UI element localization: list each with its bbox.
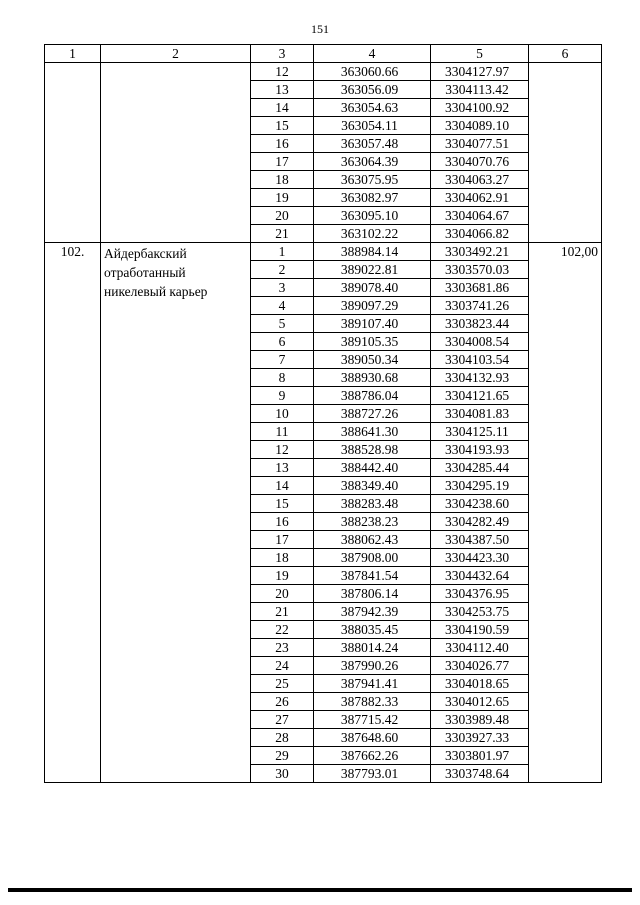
header-col-3: 3 (251, 45, 314, 63)
point-number: 2 (251, 261, 314, 279)
y-coordinate: 3304282.49 (431, 513, 529, 531)
point-number: 15 (251, 117, 314, 135)
y-coordinate: 3304112.40 (431, 639, 529, 657)
header-col-5: 5 (431, 45, 529, 63)
x-coordinate: 387841.54 (314, 567, 431, 585)
y-coordinate: 3304132.93 (431, 369, 529, 387)
y-coordinate: 3304125.11 (431, 423, 529, 441)
y-coordinate: 3303801.97 (431, 747, 529, 765)
y-coordinate: 3304432.64 (431, 567, 529, 585)
y-coordinate: 3304193.93 (431, 441, 529, 459)
x-coordinate: 363054.11 (314, 117, 431, 135)
point-number: 14 (251, 477, 314, 495)
area-cell (529, 63, 602, 243)
entry-area: 102,00 (529, 243, 602, 783)
point-number: 17 (251, 153, 314, 171)
point-number: 12 (251, 441, 314, 459)
y-coordinate: 3304238.60 (431, 495, 529, 513)
point-number: 20 (251, 207, 314, 225)
x-coordinate: 387941.41 (314, 675, 431, 693)
header-row (45, 45, 602, 63)
table-row (45, 243, 602, 261)
x-coordinate: 388528.98 (314, 441, 431, 459)
point-number: 13 (251, 459, 314, 477)
x-coordinate: 389022.81 (314, 261, 431, 279)
x-coordinate: 387793.01 (314, 765, 431, 783)
x-coordinate: 388727.26 (314, 405, 431, 423)
x-coordinate: 363064.39 (314, 153, 431, 171)
y-coordinate: 3304062.91 (431, 189, 529, 207)
y-coordinate: 3304387.50 (431, 531, 529, 549)
x-coordinate: 363095.10 (314, 207, 431, 225)
point-number: 18 (251, 549, 314, 567)
y-coordinate: 3303927.33 (431, 729, 529, 747)
point-number: 26 (251, 693, 314, 711)
x-coordinate: 387715.42 (314, 711, 431, 729)
y-coordinate: 3303492.21 (431, 243, 529, 261)
x-coordinate: 388283.48 (314, 495, 431, 513)
y-coordinate: 3304285.44 (431, 459, 529, 477)
point-number: 18 (251, 171, 314, 189)
x-coordinate: 387882.33 (314, 693, 431, 711)
y-coordinate: 3304081.83 (431, 405, 529, 423)
point-number: 24 (251, 657, 314, 675)
point-number: 6 (251, 333, 314, 351)
point-number: 14 (251, 99, 314, 117)
y-coordinate: 3304113.42 (431, 81, 529, 99)
point-number: 23 (251, 639, 314, 657)
entry-number: 102. (45, 243, 101, 783)
point-number: 3 (251, 279, 314, 297)
x-coordinate: 388014.24 (314, 639, 431, 657)
point-number: 9 (251, 387, 314, 405)
point-number: 20 (251, 585, 314, 603)
header-col-6: 6 (529, 45, 602, 63)
y-coordinate: 3304100.92 (431, 99, 529, 117)
point-number: 4 (251, 297, 314, 315)
y-coordinate: 3304012.65 (431, 693, 529, 711)
x-coordinate: 389097.29 (314, 297, 431, 315)
y-coordinate: 3304121.65 (431, 387, 529, 405)
point-number: 17 (251, 531, 314, 549)
y-coordinate: 3304008.54 (431, 333, 529, 351)
coordinates-table (44, 44, 602, 783)
point-number: 21 (251, 603, 314, 621)
point-number: 19 (251, 567, 314, 585)
x-coordinate: 363056.09 (314, 81, 431, 99)
point-number: 16 (251, 135, 314, 153)
y-coordinate: 3304018.65 (431, 675, 529, 693)
x-coordinate: 363054.63 (314, 99, 431, 117)
header-col-2: 2 (101, 45, 251, 63)
page-number: 151 (311, 22, 329, 36)
point-number: 5 (251, 315, 314, 333)
x-coordinate: 363060.66 (314, 63, 431, 81)
point-number: 16 (251, 513, 314, 531)
x-coordinate: 388786.04 (314, 387, 431, 405)
point-number: 8 (251, 369, 314, 387)
x-coordinate: 388984.14 (314, 243, 431, 261)
x-coordinate: 387648.60 (314, 729, 431, 747)
x-coordinate: 363082.97 (314, 189, 431, 207)
y-coordinate: 3304376.95 (431, 585, 529, 603)
y-coordinate: 3304253.75 (431, 603, 529, 621)
y-coordinate: 3304070.76 (431, 153, 529, 171)
y-coordinate: 3303681.86 (431, 279, 529, 297)
x-coordinate: 389078.40 (314, 279, 431, 297)
x-coordinate: 363075.95 (314, 171, 431, 189)
x-coordinate: 388238.23 (314, 513, 431, 531)
x-coordinate: 389105.35 (314, 333, 431, 351)
y-coordinate: 3304066.82 (431, 225, 529, 243)
x-coordinate: 388035.45 (314, 621, 431, 639)
point-number: 1 (251, 243, 314, 261)
x-coordinate: 388641.30 (314, 423, 431, 441)
continuation-rows (45, 63, 602, 243)
footer-rule (8, 888, 632, 892)
point-number: 21 (251, 225, 314, 243)
point-number: 13 (251, 81, 314, 99)
y-coordinate: 3304295.19 (431, 477, 529, 495)
x-coordinate: 387806.14 (314, 585, 431, 603)
y-coordinate: 3304077.51 (431, 135, 529, 153)
x-coordinate: 387908.00 (314, 549, 431, 567)
y-coordinate: 3304063.27 (431, 171, 529, 189)
y-coordinate: 3303570.03 (431, 261, 529, 279)
x-coordinate: 388062.43 (314, 531, 431, 549)
y-coordinate: 3304423.30 (431, 549, 529, 567)
x-coordinate: 387990.26 (314, 657, 431, 675)
y-coordinate: 3304089.10 (431, 117, 529, 135)
point-number: 22 (251, 621, 314, 639)
x-coordinate: 388349.40 (314, 477, 431, 495)
point-number: 30 (251, 765, 314, 783)
table-row (45, 63, 602, 81)
point-number: 12 (251, 63, 314, 81)
entry-number-cell (45, 63, 101, 243)
x-coordinate: 388442.40 (314, 459, 431, 477)
y-coordinate: 3304103.54 (431, 351, 529, 369)
y-coordinate: 3304026.77 (431, 657, 529, 675)
point-number: 11 (251, 423, 314, 441)
point-number: 27 (251, 711, 314, 729)
x-coordinate: 363102.22 (314, 225, 431, 243)
x-coordinate: 387662.26 (314, 747, 431, 765)
x-coordinate: 389107.40 (314, 315, 431, 333)
y-coordinate: 3303989.48 (431, 711, 529, 729)
x-coordinate: 389050.34 (314, 351, 431, 369)
point-number: 25 (251, 675, 314, 693)
point-number: 10 (251, 405, 314, 423)
y-coordinate: 3303741.26 (431, 297, 529, 315)
y-coordinate: 3304127.97 (431, 63, 529, 81)
point-number: 19 (251, 189, 314, 207)
point-number: 29 (251, 747, 314, 765)
header-col-1: 1 (45, 45, 101, 63)
y-coordinate: 3303748.64 (431, 765, 529, 783)
x-coordinate: 363057.48 (314, 135, 431, 153)
entry-name-cell (101, 63, 251, 243)
entry-name: Айдербакский отработанный никелевый карьер (101, 243, 251, 783)
y-coordinate: 3304190.59 (431, 621, 529, 639)
x-coordinate: 387942.39 (314, 603, 431, 621)
x-coordinate: 388930.68 (314, 369, 431, 387)
entry-102-rows (45, 243, 602, 783)
y-coordinate: 3303823.44 (431, 315, 529, 333)
y-coordinate: 3304064.67 (431, 207, 529, 225)
point-number: 28 (251, 729, 314, 747)
point-number: 15 (251, 495, 314, 513)
point-number: 7 (251, 351, 314, 369)
header-col-4: 4 (314, 45, 431, 63)
